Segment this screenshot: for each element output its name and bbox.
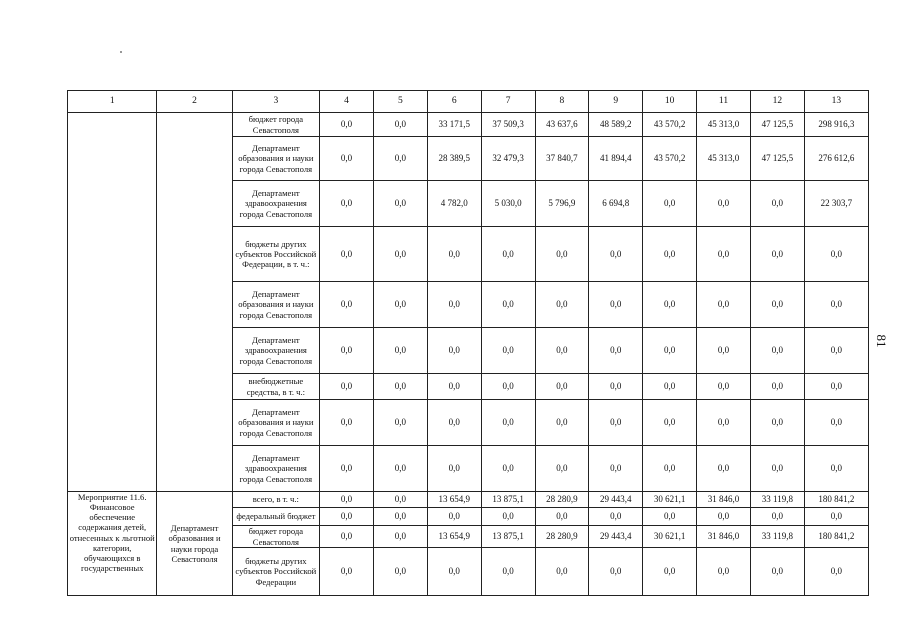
value-cell: 0,0 [589, 548, 643, 596]
source-cell: Департамент образования и науки города Севастополя [232, 137, 319, 181]
scan-speck [120, 51, 122, 53]
value-cell: 0,0 [589, 400, 643, 446]
value-cell: 0,0 [750, 446, 804, 492]
value-cell: 0,0 [373, 492, 427, 508]
value-cell: 0,0 [697, 328, 751, 374]
value-cell: 0,0 [373, 446, 427, 492]
value-cell: 4 782,0 [427, 181, 481, 227]
value-cell: 5 030,0 [481, 181, 535, 227]
header-cell: 9 [589, 91, 643, 113]
source-cell: бюджет города Севастополя [232, 113, 319, 137]
value-cell: 0,0 [750, 400, 804, 446]
value-cell: 0,0 [535, 548, 589, 596]
value-cell: 0,0 [643, 548, 697, 596]
value-cell: 0,0 [643, 400, 697, 446]
value-cell: 0,0 [750, 282, 804, 328]
value-cell: 43 570,2 [643, 113, 697, 137]
value-cell: 13 875,1 [481, 526, 535, 548]
value-cell: 31 846,0 [697, 492, 751, 508]
value-cell: 0,0 [535, 328, 589, 374]
value-cell: 43 570,2 [643, 137, 697, 181]
value-cell: 47 125,5 [750, 113, 804, 137]
value-cell: 0,0 [320, 400, 374, 446]
value-cell: 0,0 [320, 446, 374, 492]
value-cell: 28 280,9 [535, 526, 589, 548]
header-cell: 11 [697, 91, 751, 113]
value-cell: 0,0 [750, 508, 804, 526]
value-cell: 180 841,2 [804, 526, 868, 548]
value-cell: 33 171,5 [427, 113, 481, 137]
value-cell: 30 621,1 [643, 526, 697, 548]
value-cell: 5 796,9 [535, 181, 589, 227]
value-cell: 0,0 [697, 400, 751, 446]
header-cell: 3 [232, 91, 319, 113]
source-cell: бюджеты других субъектов Российской Федерации, в т. ч.: [232, 227, 319, 282]
value-cell: 0,0 [697, 374, 751, 400]
value-cell: 13 875,1 [481, 492, 535, 508]
value-cell: 30 621,1 [643, 492, 697, 508]
value-cell: 0,0 [373, 508, 427, 526]
value-cell: 0,0 [804, 508, 868, 526]
value-cell: 22 303,7 [804, 181, 868, 227]
value-cell: 0,0 [427, 400, 481, 446]
value-cell: 0,0 [373, 282, 427, 328]
value-cell: 0,0 [320, 181, 374, 227]
value-cell: 29 443,4 [589, 526, 643, 548]
header-cell: 10 [643, 91, 697, 113]
source-cell: федеральный бюджет [232, 508, 319, 526]
value-cell: 0,0 [481, 227, 535, 282]
value-cell: 0,0 [481, 446, 535, 492]
table-body [68, 91, 869, 596]
value-cell: 0,0 [535, 227, 589, 282]
table-row [68, 113, 869, 137]
header-cell: 5 [373, 91, 427, 113]
value-cell: 180 841,2 [804, 492, 868, 508]
executor-cell-continued [157, 113, 232, 492]
value-cell: 0,0 [589, 328, 643, 374]
value-cell: 0,0 [427, 282, 481, 328]
source-cell: всего, в т. ч.: [232, 492, 319, 508]
executor-cell: Департамент образования и науки города Севастополя [157, 492, 232, 596]
value-cell: 0,0 [643, 374, 697, 400]
value-cell: 0,0 [373, 374, 427, 400]
header-cell: 8 [535, 91, 589, 113]
value-cell: 6 694,8 [589, 181, 643, 227]
header-cell: 7 [481, 91, 535, 113]
value-cell: 0,0 [373, 526, 427, 548]
value-cell: 0,0 [697, 508, 751, 526]
value-cell: 0,0 [589, 446, 643, 492]
value-cell: 0,0 [643, 227, 697, 282]
value-cell: 0,0 [589, 282, 643, 328]
value-cell: 0,0 [804, 548, 868, 596]
value-cell: 33 119,8 [750, 526, 804, 548]
value-cell: 0,0 [373, 137, 427, 181]
header-cell: 2 [157, 91, 232, 113]
activity-name-cell: Мероприятие 11.6. Финансовое обеспечение содержания детей, отнесенных к льготной категории, обучающихся в государственных [68, 492, 157, 596]
value-cell: 0,0 [427, 328, 481, 374]
activity-cell-continued [68, 113, 157, 492]
value-cell: 0,0 [320, 282, 374, 328]
value-cell: 0,0 [750, 227, 804, 282]
value-cell: 32 479,3 [481, 137, 535, 181]
value-cell: 48 589,2 [589, 113, 643, 137]
value-cell: 0,0 [481, 508, 535, 526]
value-cell: 0,0 [750, 374, 804, 400]
value-cell: 298 916,3 [804, 113, 868, 137]
source-cell: Департамент здравоохранения города Севастополя [232, 181, 319, 227]
value-cell: 0,0 [481, 282, 535, 328]
value-cell: 0,0 [320, 548, 374, 596]
value-cell: 28 389,5 [427, 137, 481, 181]
value-cell: 13 654,9 [427, 492, 481, 508]
value-cell: 47 125,5 [750, 137, 804, 181]
value-cell: 0,0 [804, 446, 868, 492]
value-cell: 45 313,0 [697, 113, 751, 137]
value-cell: 0,0 [589, 508, 643, 526]
value-cell: 0,0 [427, 508, 481, 526]
value-cell: 0,0 [481, 328, 535, 374]
value-cell: 37 840,7 [535, 137, 589, 181]
value-cell: 0,0 [320, 492, 374, 508]
value-cell: 43 637,6 [535, 113, 589, 137]
value-cell: 0,0 [804, 227, 868, 282]
table-row [68, 492, 869, 508]
value-cell: 0,0 [481, 548, 535, 596]
value-cell: 276 612,6 [804, 137, 868, 181]
value-cell: 0,0 [697, 227, 751, 282]
header-cell: 13 [804, 91, 868, 113]
value-cell: 0,0 [643, 282, 697, 328]
value-cell: 0,0 [373, 400, 427, 446]
value-cell: 0,0 [320, 227, 374, 282]
header-row [68, 91, 869, 113]
value-cell: 31 846,0 [697, 526, 751, 548]
value-cell: 0,0 [373, 227, 427, 282]
value-cell: 0,0 [697, 548, 751, 596]
source-cell: Департамент здравоохранения города Севастополя [232, 446, 319, 492]
value-cell: 37 509,3 [481, 113, 535, 137]
value-cell: 45 313,0 [697, 137, 751, 181]
value-cell: 0,0 [320, 374, 374, 400]
value-cell: 0,0 [427, 227, 481, 282]
source-cell: бюджет города Севастополя [232, 526, 319, 548]
value-cell: 0,0 [589, 227, 643, 282]
header-cell: 4 [320, 91, 374, 113]
value-cell: 0,0 [481, 374, 535, 400]
value-cell: 0,0 [427, 374, 481, 400]
value-cell: 13 654,9 [427, 526, 481, 548]
header-cell: 6 [427, 91, 481, 113]
value-cell: 0,0 [589, 374, 643, 400]
value-cell: 33 119,8 [750, 492, 804, 508]
value-cell: 29 443,4 [589, 492, 643, 508]
value-cell: 0,0 [427, 548, 481, 596]
value-cell: 0,0 [320, 113, 374, 137]
value-cell: 0,0 [643, 508, 697, 526]
value-cell: 0,0 [750, 181, 804, 227]
value-cell: 0,0 [535, 446, 589, 492]
value-cell: 0,0 [373, 328, 427, 374]
value-cell: 0,0 [697, 446, 751, 492]
value-cell: 0,0 [643, 446, 697, 492]
value-cell: 0,0 [373, 113, 427, 137]
header-cell: 12 [750, 91, 804, 113]
value-cell: 0,0 [535, 508, 589, 526]
value-cell: 0,0 [320, 137, 374, 181]
value-cell: 41 894,4 [589, 137, 643, 181]
header-cell: 1 [68, 91, 157, 113]
value-cell: 0,0 [427, 446, 481, 492]
value-cell: 0,0 [373, 181, 427, 227]
source-cell: Департамент здравоохранения города Севастополя [232, 328, 319, 374]
page-number: 81 [874, 334, 889, 348]
source-cell: Департамент образования и науки города Севастополя [232, 400, 319, 446]
value-cell: 0,0 [697, 181, 751, 227]
value-cell: 0,0 [481, 400, 535, 446]
value-cell: 0,0 [804, 400, 868, 446]
value-cell: 0,0 [320, 508, 374, 526]
source-cell: бюджеты других субъектов Российской Федерации [232, 548, 319, 596]
value-cell: 0,0 [643, 328, 697, 374]
value-cell: 0,0 [535, 374, 589, 400]
value-cell: 0,0 [320, 526, 374, 548]
value-cell: 0,0 [643, 181, 697, 227]
value-cell: 0,0 [750, 548, 804, 596]
value-cell: 0,0 [804, 328, 868, 374]
source-cell: внебюджетные средства, в т. ч.: [232, 374, 319, 400]
value-cell: 28 280,9 [535, 492, 589, 508]
value-cell: 0,0 [697, 282, 751, 328]
value-cell: 0,0 [535, 400, 589, 446]
source-cell: Департамент образования и науки города Севастополя [232, 282, 319, 328]
budget-table [67, 90, 869, 596]
value-cell: 0,0 [750, 328, 804, 374]
value-cell: 0,0 [320, 328, 374, 374]
value-cell: 0,0 [535, 282, 589, 328]
value-cell: 0,0 [804, 282, 868, 328]
value-cell: 0,0 [804, 374, 868, 400]
value-cell: 0,0 [373, 548, 427, 596]
